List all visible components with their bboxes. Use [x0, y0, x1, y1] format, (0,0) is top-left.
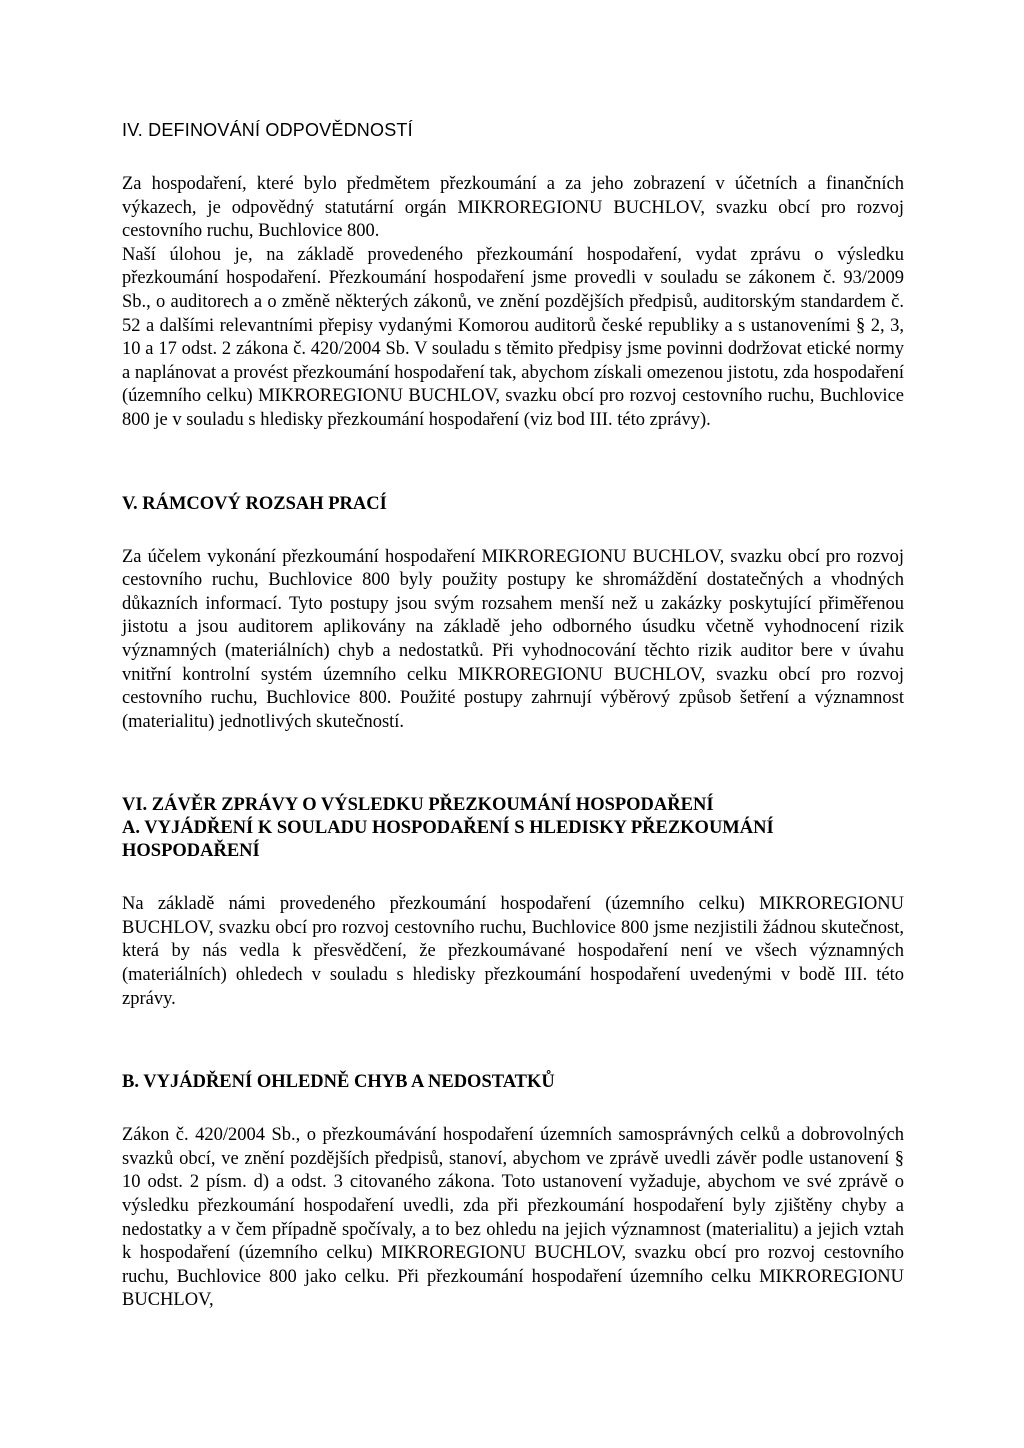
section-vi-a-heading: A. VYJÁDŘENÍ K SOULADU HOSPODAŘENÍ S HLEDISKY PŘEZKOUMÁNÍ [122, 818, 774, 839]
section-vi-a-heading-continued: HOSPODAŘENÍ [122, 841, 260, 862]
section-vi-a-paragraph-1: Na základě námi provedeného přezkoumání hospodaření (územního celku) MIKROREGIONU BUCHLOV, svazku obcí pro rozvoj cestovního ruchu, Buchlovice 800 jsme nezjistili žádnou skutečnost, která by nás vedla k přesvědčení, že přezkoumávané hospodaření není ve všech významných (materiálních) ohledech v souladu s hledisky přezkoumání hospodaření uvedenými v bodě III. této zprávy. [122, 894, 904, 1009]
section-v-heading: V. RÁMCOVÝ ROZSAH PRACÍ [122, 493, 387, 514]
section-iv-paragraph-1: Za hospodaření, které bylo předmětem přezkoumání a za jeho zobrazení v účetních a finančních výkazech, je odpovědný statutární orgán MIKROREGIONU BUCHLOV, svazku obcí pro rozvoj cestovního ruchu, Buchlovice 800. [122, 174, 904, 242]
section-vi-b-paragraph-1: Zákon č. 420/2004 Sb., o přezkoumávání hospodaření územních samosprávných celků a dobrovolných svazků obcí, ve znění pozdějších předpisů, stanoví, abychom ve zprávě uvedli závěr podle ustanovení § 10 odst. 2 písm. d) a odst. 3 citovaného zákona. Toto ustanovení vyžaduje, abychom ve své zprávě o výsledku přezkoumání hospodaření uvedli, zda při přezkoumání hospodaření byly zjištěny chyby a nedostatky a v čem případně spočívaly, a to bez ohledu na jejich významnost (materialitu) a jejich vztah k hospodaření (územního celku) MIKROREGIONU BUCHLOV, svazku obcí pro rozvoj cestovního ruchu, Buchlovice 800 jako celku. Při přezkoumání hospodaření územního celku MIKROREGIONU BUCHLOV, [122, 1125, 904, 1311]
document-page [122, 118, 904, 1313]
section-vi-b-heading: B. VYJÁDŘENÍ OHLEDNĚ CHYB A NEDOSTATKŮ [122, 1072, 555, 1093]
section-iv-paragraph-2: Naší úlohou je, na základě provedeného přezkoumání hospodaření, vydat zprávu o výsledku přezkoumání hospodaření. Přezkoumání hospodaření jsme provedli v souladu se zákonem č. 93/2009 Sb., o auditorech a o změně některých zákonů, ve znění pozdějších předpisů, auditorským standardem č. 52 a dalšími relevantními přepisy vydanými Komorou auditorů české republiky a s ustanoveními § 2, 3, 10 a 17 odst. 2 zákona č. 420/2004 Sb. V souladu s těmito předpisy jsme povinni dodržovat etické normy a naplánovat a provést přezkoumání hospodaření tak, abychom získali omezenou jistotu, zda hospodaření (územního celku) MIKROREGIONU BUCHLOV, svazku obcí pro rozvoj cestovního ruchu, Buchlovice 800 je v souladu s hledisky přezkoumání hospodaření (viz bod III. této zprávy). [122, 244, 904, 430]
section-vi-heading: VI. ZÁVĚR ZPRÁVY O VÝSLEDKU PŘEZKOUMÁNÍ HOSPODAŘENÍ [122, 795, 714, 816]
section-iv-heading: IV. DEFINOVÁNÍ ODPOVĚDNOSTÍ [122, 120, 413, 140]
section-v-paragraph-1: Za účelem vykonání přezkoumání hospodaření MIKROREGIONU BUCHLOV, svazku obcí pro rozvoj cestovního ruchu, Buchlovice 800 byly použity postupy ke shromáždění dostatečných a vhodných důkazních informací. Tyto postupy jsou svým rozsahem menší než u zakázky poskytující přiměřenou jistotu a jsou auditorem aplikovány na základě jeho odborného úsudku včetně vyhodnocení rizik významných (materiálních) chyb a nedostatků. Při vyhodnocování těchto rizik auditor bere v úvahu vnitřní kontrolní systém územního celku MIKROREGIONU BUCHLOV, svazku obcí pro rozvoj cestovního ruchu, Buchlovice 800. Použité postupy zahrnují výběrový způsob šetření a významnost (materialitu) jednotlivých skutečností. [122, 546, 904, 732]
